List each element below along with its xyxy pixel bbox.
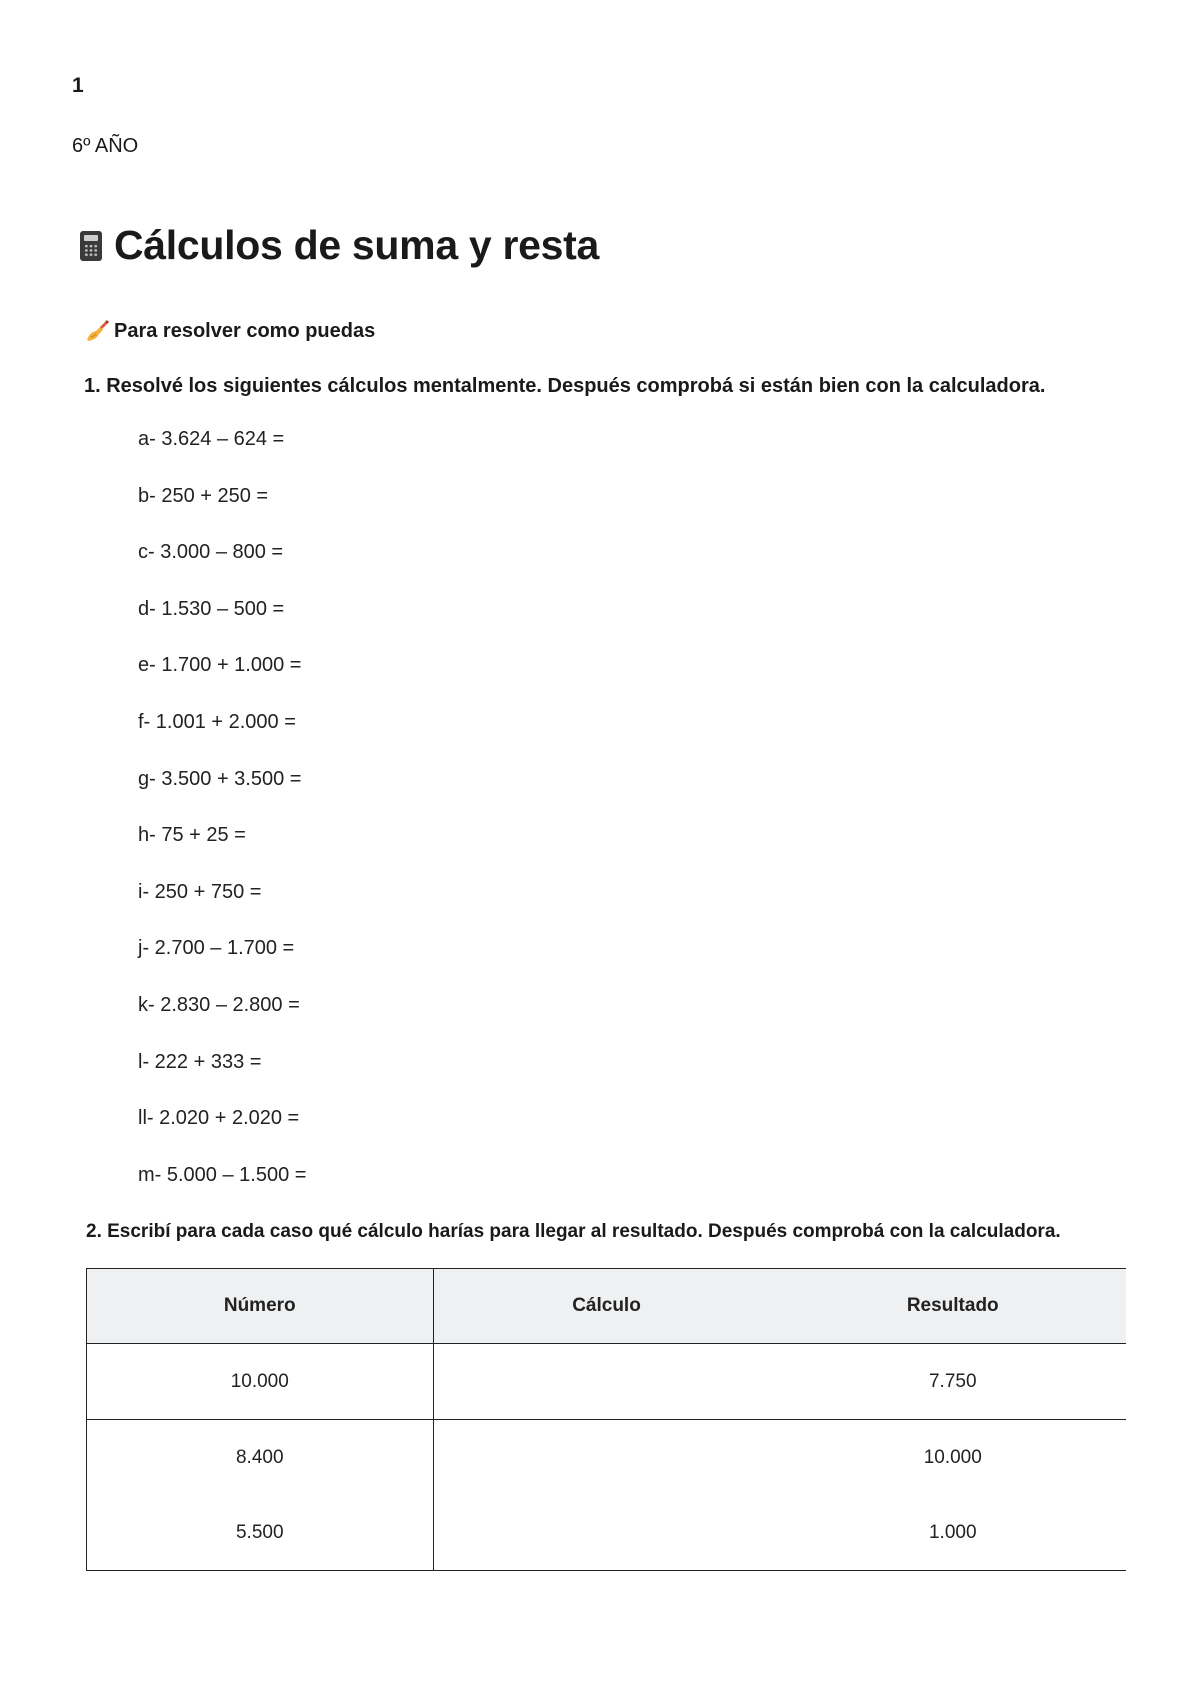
cell-numero: 5.500 bbox=[87, 1495, 434, 1571]
exercise-item: ll- 2.020 + 2.020 = bbox=[138, 1107, 300, 1130]
calculation-table bbox=[86, 1268, 1126, 1571]
page-title: Cálculos de suma y resta bbox=[114, 222, 600, 268]
exercise-item: c- 3.000 – 800 = bbox=[138, 541, 284, 564]
subtitle-row bbox=[84, 318, 375, 344]
cell-resultado: 7.750 bbox=[780, 1344, 1127, 1420]
exercise-item: d- 1.530 – 500 = bbox=[138, 597, 285, 620]
exercise-item: e- 1.700 + 1.000 = bbox=[138, 654, 302, 677]
exercise-item: m- 5.000 – 1.500 = bbox=[138, 1163, 307, 1186]
grade-label: 6º AÑO bbox=[72, 135, 139, 157]
subtitle: Para resolver como puedas bbox=[114, 319, 376, 342]
table-row bbox=[87, 1420, 1127, 1496]
exercise-item: i- 250 + 750 = bbox=[138, 880, 262, 903]
header-resultado: Resultado bbox=[780, 1269, 1127, 1344]
table-row bbox=[87, 1344, 1127, 1420]
table-header-row bbox=[87, 1269, 1127, 1344]
cell-calculo[interactable] bbox=[433, 1495, 780, 1571]
cell-numero: 10.000 bbox=[87, 1344, 434, 1420]
exercise-list bbox=[138, 428, 306, 1220]
header-calculo: Cálculo bbox=[433, 1269, 780, 1344]
question-1: 1. Resolvé los siguientes cálculos mentalmente. Después comprobá si están bien con la calculadora. bbox=[84, 375, 1046, 397]
exercise-item: b- 250 + 250 = bbox=[138, 484, 269, 507]
table-row bbox=[87, 1495, 1127, 1571]
writing-hand-icon bbox=[84, 318, 110, 344]
cell-numero: 8.400 bbox=[87, 1420, 434, 1496]
cell-calculo[interactable] bbox=[433, 1420, 780, 1496]
exercise-item: g- 3.500 + 3.500 = bbox=[138, 767, 302, 790]
exercise-item: k- 2.830 – 2.800 = bbox=[138, 993, 300, 1016]
header-numero: Número bbox=[87, 1269, 434, 1344]
exercise-item: j- 2.700 – 1.700 = bbox=[138, 937, 295, 960]
cell-calculo[interactable] bbox=[433, 1344, 780, 1420]
question-2: 2. Escribí para cada caso qué cálculo harías para llegar al resultado. Después comprobá con la calculadora. bbox=[86, 1221, 1061, 1242]
cell-resultado: 10.000 bbox=[923, 1446, 982, 1468]
page-number: 1 bbox=[72, 74, 84, 97]
cell-resultado: 1.000 bbox=[780, 1495, 1127, 1571]
exercise-item: l- 222 + 333 = bbox=[138, 1050, 262, 1073]
exercise-item: f- 1.001 + 2.000 = bbox=[138, 710, 296, 733]
calculator-icon bbox=[80, 231, 102, 261]
title-row bbox=[80, 222, 599, 269]
exercise-item: h- 75 + 25 = bbox=[138, 824, 246, 847]
exercise-item: a- 3.624 – 624 = bbox=[138, 428, 285, 450]
